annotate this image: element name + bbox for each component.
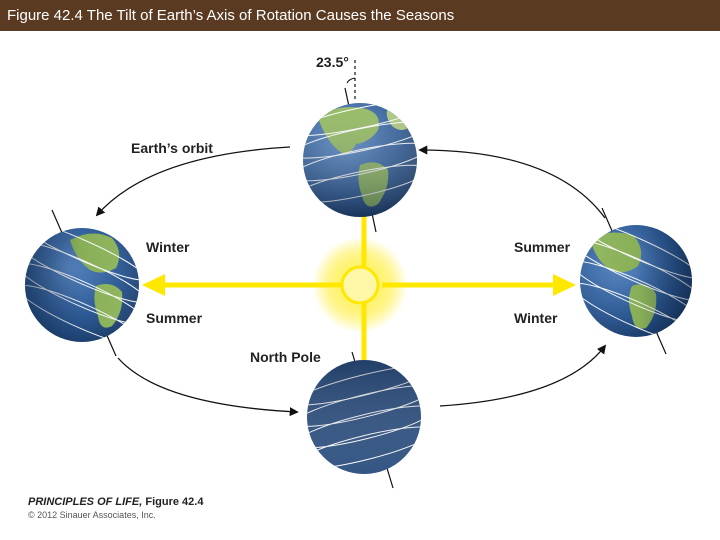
sun <box>342 267 378 303</box>
footer-credit <box>28 496 203 520</box>
orbit-arc-top-right <box>420 150 605 218</box>
earth-top <box>289 60 431 232</box>
book-credit <box>28 496 203 508</box>
title-bar <box>0 0 720 31</box>
tilt-angle-label: 23.5° <box>316 54 349 70</box>
orbit-arc-bottom-right <box>440 346 605 406</box>
right-winter-label: Winter <box>514 310 558 326</box>
book-title: PRINCIPLES OF LIFE, <box>28 496 143 508</box>
ray-left-arrowhead <box>142 274 165 296</box>
earth-left <box>13 210 151 356</box>
earth-right <box>567 208 705 354</box>
orbit-arc-bottom-left <box>118 358 297 412</box>
seasons-diagram <box>0 31 720 501</box>
left-summer-label: Summer <box>146 310 203 326</box>
orbit-label: Earth’s orbit <box>131 140 213 156</box>
ray-right-arrowhead <box>553 274 576 296</box>
orbit-arc-top-left <box>97 147 290 215</box>
tilt-angle-arc <box>347 78 355 83</box>
figure-number: Figure 42.4 <box>145 496 204 508</box>
figure-title: Figure 42.4 The Tilt of Earth’s Axis of Rotation Causes the Seasons <box>7 7 455 24</box>
north-pole-label: North Pole <box>250 349 321 365</box>
left-winter-label: Winter <box>146 239 190 255</box>
right-summer-label: Summer <box>514 239 571 255</box>
earth-bottom <box>291 352 437 488</box>
copyright-text: © 2012 Sinauer Associates, Inc. <box>28 510 156 520</box>
